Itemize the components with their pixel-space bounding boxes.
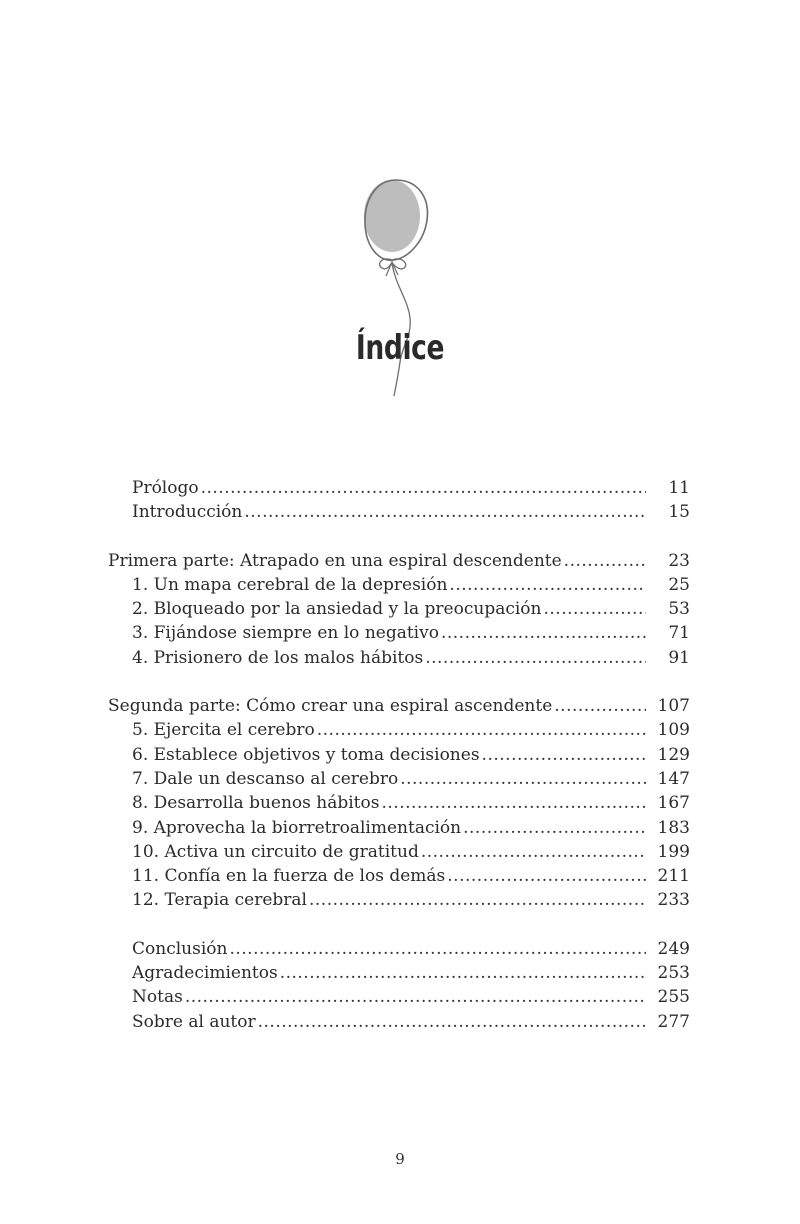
toc-entry-label: Segunda parte: Cómo crear una espiral ascendente (108, 696, 553, 717)
toc-entry-page: 199 (657, 841, 690, 862)
toc-entry-page: 249 (657, 938, 690, 959)
toc-leader-dots (564, 549, 646, 573)
toc-entry (108, 767, 690, 791)
toc-leader-dots (258, 1010, 646, 1034)
toc-entry-page: 167 (657, 793, 690, 814)
toc-entry (108, 791, 690, 815)
toc-leader-dots (244, 500, 646, 524)
toc-entry-label: 3. Fijándose siempre en lo negativo (132, 623, 439, 644)
toc-leader-dots (201, 476, 646, 500)
toc-entry (108, 694, 690, 718)
toc-leader-dots (229, 937, 646, 961)
toc-entry-label: 1. Un mapa cerebral de la depresión (132, 574, 448, 595)
toc-entry (108, 476, 690, 500)
toc-group (108, 694, 690, 913)
toc-leader-dots (309, 888, 646, 912)
toc-group (108, 549, 690, 670)
toc-leader-dots (449, 573, 646, 597)
toc-entry-page: 25 (668, 574, 690, 595)
toc-leader-dots (554, 694, 646, 718)
toc-entry-page: 129 (657, 744, 690, 765)
toc-entry (108, 646, 690, 670)
toc-entry-label: Agradecimientos (132, 963, 278, 984)
toc-entry-page: 255 (657, 987, 690, 1008)
toc-entry-label: 8. Desarrolla buenos hábitos (132, 793, 380, 814)
toc-entry-page: 147 (657, 768, 690, 789)
toc-entry-label: Introducción (132, 502, 243, 523)
toc-leader-dots (425, 646, 646, 670)
toc-entry (108, 888, 690, 912)
toc-entry-label: 7. Dale un descanso al cerebro (132, 768, 399, 789)
toc-entry (108, 985, 690, 1009)
toc-entry-page: 277 (657, 1011, 690, 1032)
toc-leader-dots (317, 718, 646, 742)
toc-leader-dots (421, 840, 646, 864)
toc-entry-page: 91 (668, 647, 690, 668)
toc-entry (108, 937, 690, 961)
toc-entry-page: 11 (668, 478, 690, 498)
toc-entry-label: 6. Establece objetivos y toma decisiones (132, 744, 480, 765)
toc-entry (108, 718, 690, 742)
toc-entry (108, 961, 690, 985)
toc-leader-dots (280, 961, 646, 985)
toc-leader-dots (185, 985, 646, 1009)
page-number: 9 (395, 1150, 405, 1168)
toc-group (108, 476, 690, 525)
toc-entry (108, 573, 690, 597)
toc-entry-label: 5. Ejercita el cerebro (132, 720, 315, 741)
toc-entry (108, 549, 690, 573)
toc-leader-dots (463, 816, 646, 840)
toc-entry-page: 253 (657, 963, 690, 984)
toc-entry (108, 1010, 690, 1034)
toc-entry-page: 53 (668, 599, 690, 620)
toc-entry-page: 183 (657, 817, 690, 838)
toc-group (108, 937, 690, 1034)
toc-entry-label: 2. Bloqueado por la ansiedad y la preocupación (132, 599, 542, 620)
toc-entry-label: Prólogo (132, 478, 199, 498)
toc-leader-dots (381, 791, 646, 815)
toc-entry (108, 840, 690, 864)
toc-entry-page: 233 (657, 890, 690, 911)
toc-leader-dots (441, 621, 646, 645)
toc-entry-label: 4. Prisionero de los malos hábitos (132, 647, 424, 668)
toc-entry (108, 743, 690, 767)
toc-leader-dots (482, 743, 646, 767)
toc-entry (108, 816, 690, 840)
toc-entry-label: 11. Confía en la fuerza de los demás (132, 866, 446, 887)
table-of-contents (108, 476, 690, 1058)
toc-entry-label: 12. Terapia cerebral (132, 890, 307, 911)
toc-entry-page: 107 (657, 696, 690, 717)
toc-entry-page: 71 (668, 623, 690, 644)
toc-entry (108, 597, 690, 621)
toc-entry-label: 9. Aprovecha la biorretroalimentación (132, 817, 462, 838)
toc-entry-label: Conclusión (132, 938, 228, 959)
toc-leader-dots (400, 767, 646, 791)
toc-leader-dots (447, 864, 646, 888)
toc-entry-label: 10. Activa un circuito de gratitud (132, 841, 419, 862)
page-title: Índice (355, 328, 445, 368)
toc-entry-page: 211 (657, 866, 690, 887)
toc-entry-page: 15 (668, 502, 690, 523)
toc-entry (108, 500, 690, 524)
toc-entry-page: 23 (668, 550, 690, 571)
toc-entry (108, 621, 690, 645)
toc-entry-label: Notas (132, 987, 183, 1008)
toc-entry (108, 864, 690, 888)
toc-entry-label: Primera parte: Atrapado en una espiral descendente (108, 550, 562, 571)
toc-entry-label: Sobre al autor (132, 1011, 256, 1032)
toc-entry-page: 109 (657, 720, 690, 741)
toc-leader-dots (544, 597, 647, 621)
